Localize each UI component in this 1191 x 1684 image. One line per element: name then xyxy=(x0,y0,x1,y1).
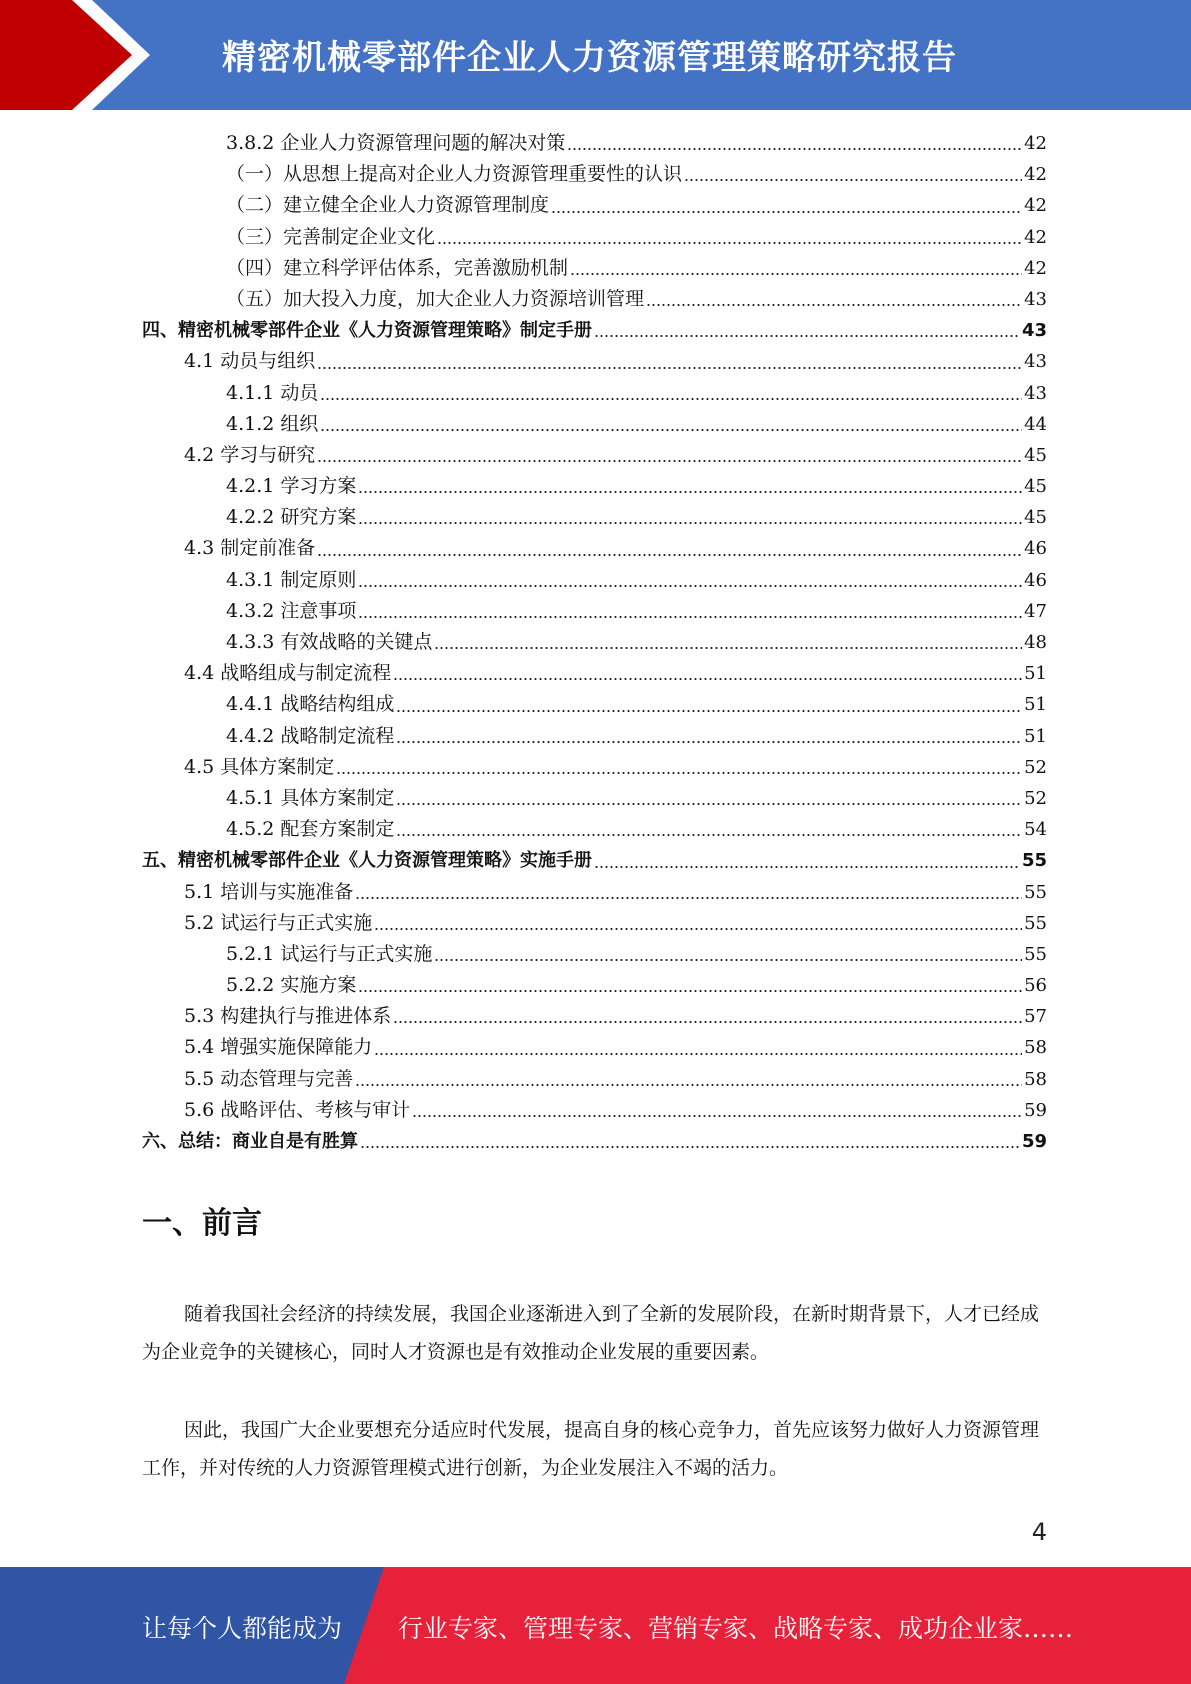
toc-entry-title: 4.5 具体方案制定 xyxy=(184,755,335,778)
toc-entry-title: 5.4 增强实施保障能力 xyxy=(184,1036,373,1059)
dot-leader xyxy=(355,1084,1022,1086)
toc-entry-page: 43 xyxy=(1024,351,1047,373)
toc-entry[interactable] xyxy=(142,533,1047,564)
toc-entry-title: 4.4.1 战略结构组成 xyxy=(226,693,395,716)
toc-entry[interactable] xyxy=(142,939,1047,970)
dot-leader xyxy=(393,678,1022,680)
dot-leader xyxy=(396,710,1022,712)
section-heading: 一、前言 xyxy=(142,1206,262,1241)
toc-entry-page: 51 xyxy=(1024,663,1047,685)
toc-entry[interactable] xyxy=(142,689,1047,720)
toc-entry-page: 57 xyxy=(1024,1006,1047,1028)
toc-entry-title: （五）加大投入力度，加大企业人力资源培训管理 xyxy=(226,287,645,310)
toc-entry[interactable] xyxy=(142,346,1047,377)
dot-leader xyxy=(434,959,1022,961)
dot-leader xyxy=(396,834,1022,836)
dot-leader xyxy=(594,866,1020,868)
dot-leader xyxy=(684,179,1022,181)
toc-entry[interactable] xyxy=(142,222,1047,253)
toc-entry-page: 45 xyxy=(1024,507,1047,529)
page-number: 4 xyxy=(1031,1518,1047,1546)
dot-leader xyxy=(393,1021,1022,1023)
toc-entry-page: 42 xyxy=(1024,164,1047,186)
table-of-contents xyxy=(142,128,1047,1157)
toc-entry-page: 42 xyxy=(1024,226,1047,248)
toc-entry[interactable] xyxy=(142,502,1047,533)
toc-entry-page: 59 xyxy=(1021,1131,1047,1152)
footer-slogan-right: 行业专家、管理专家、营销专家、战略专家、成功企业家…… xyxy=(398,1614,1074,1643)
dot-leader xyxy=(434,647,1022,649)
toc-entry[interactable] xyxy=(142,315,1047,346)
toc-entry-page: 44 xyxy=(1024,413,1047,435)
toc-entry-page: 45 xyxy=(1024,444,1047,466)
dot-leader xyxy=(317,554,1022,556)
toc-entry[interactable] xyxy=(142,721,1047,752)
toc-entry-page: 59 xyxy=(1024,1099,1047,1121)
toc-entry-page: 55 xyxy=(1021,850,1047,872)
toc-entry[interactable] xyxy=(142,814,1047,845)
toc-entry[interactable] xyxy=(142,409,1047,440)
dot-leader xyxy=(360,1146,1020,1148)
page-footer xyxy=(0,1567,1191,1684)
dot-leader xyxy=(336,772,1022,774)
toc-entry[interactable] xyxy=(142,970,1047,1001)
dot-leader xyxy=(374,928,1022,930)
toc-entry-page: 52 xyxy=(1024,787,1047,809)
toc-entry-title: 5.2 试运行与正式实施 xyxy=(184,911,373,934)
toc-entry-title: （三）完善制定企业文化 xyxy=(226,225,436,248)
toc-entry-title: 4.1.1 动员 xyxy=(226,381,319,404)
toc-entry-title: 4.3.3 有效战略的关键点 xyxy=(226,631,433,653)
toc-entry-page: 55 xyxy=(1024,912,1047,934)
toc-entry-title: 4.4 战略组成与制定流程 xyxy=(184,662,392,685)
toc-entry-page: 47 xyxy=(1024,600,1047,622)
toc-entry-page: 48 xyxy=(1024,632,1047,653)
toc-entry[interactable] xyxy=(142,627,1047,658)
toc-entry[interactable] xyxy=(142,1095,1047,1126)
dot-leader xyxy=(567,148,1022,150)
toc-entry-title: 4.5.2 配套方案制定 xyxy=(226,818,395,841)
toc-entry-page: 46 xyxy=(1024,538,1047,560)
toc-entry-title: 五、精密机械零部件企业《人力资源管理策略》实施手册 xyxy=(142,850,592,872)
toc-entry-title: 4.3.1 制定原则 xyxy=(226,568,357,591)
dot-leader xyxy=(358,491,1022,493)
toc-entry[interactable] xyxy=(142,253,1047,284)
toc-entry-title: （二）建立健全企业人力资源管理制度 xyxy=(226,194,550,217)
dot-leader xyxy=(320,429,1022,431)
toc-entry-page: 58 xyxy=(1024,1068,1047,1090)
dot-leader xyxy=(396,803,1022,805)
toc-entry-page: 45 xyxy=(1024,476,1047,498)
toc-entry-page: 42 xyxy=(1024,257,1047,279)
toc-entry-title: 4.3 制定前准备 xyxy=(184,537,316,560)
toc-entry-page: 43 xyxy=(1024,288,1047,310)
dot-leader xyxy=(396,741,1022,743)
toc-entry[interactable] xyxy=(142,596,1047,627)
toc-entry-page: 51 xyxy=(1024,725,1047,747)
toc-entry[interactable] xyxy=(142,845,1047,876)
toc-entry-title: 5.6 战略评估、考核与审计 xyxy=(184,1098,411,1121)
toc-entry-page: 42 xyxy=(1024,133,1047,154)
toc-entry-page: 56 xyxy=(1024,975,1047,997)
toc-entry-page: 46 xyxy=(1024,569,1047,591)
toc-entry-page: 43 xyxy=(1024,382,1047,404)
toc-entry-title: 4.2 学习与研究 xyxy=(184,443,316,466)
dot-leader xyxy=(646,304,1022,306)
report-title: 精密机械零部件企业人力资源管理策略研究报告 xyxy=(222,38,957,78)
toc-entry[interactable] xyxy=(142,565,1047,596)
dot-leader xyxy=(412,1115,1022,1117)
toc-entry-title: 5.2.1 试运行与正式实施 xyxy=(226,942,433,965)
toc-entry[interactable] xyxy=(142,752,1047,783)
toc-entry[interactable] xyxy=(142,658,1047,689)
toc-entry-page: 43 xyxy=(1021,320,1047,342)
toc-entry[interactable] xyxy=(142,783,1047,814)
dot-leader xyxy=(358,990,1022,992)
toc-entry-title: 4.1 动员与组织 xyxy=(184,350,316,373)
toc-entry-page: 55 xyxy=(1024,881,1047,903)
toc-entry[interactable] xyxy=(142,284,1047,315)
toc-entry[interactable] xyxy=(142,159,1047,190)
dot-leader xyxy=(551,211,1022,213)
toc-entry-title: 四、精密机械零部件企业《人力资源管理策略》制定手册 xyxy=(142,320,592,342)
toc-entry[interactable] xyxy=(142,908,1047,939)
dot-leader xyxy=(358,585,1022,587)
toc-entry-title: 4.5.1 具体方案制定 xyxy=(226,786,395,809)
dot-leader xyxy=(317,460,1022,462)
toc-entry[interactable] xyxy=(142,128,1047,159)
toc-entry[interactable] xyxy=(142,1032,1047,1063)
toc-entry[interactable] xyxy=(142,440,1047,471)
toc-entry-page: 55 xyxy=(1024,943,1047,965)
dot-leader xyxy=(594,335,1020,337)
toc-entry-title: 4.4.2 战略制定流程 xyxy=(226,724,395,747)
toc-entry[interactable] xyxy=(142,190,1047,221)
toc-entry-title: 4.2.2 研究方案 xyxy=(226,506,357,529)
dot-leader xyxy=(358,616,1022,618)
toc-entry-title: （一）从思想上提高对企业人力资源管理重要性的认识 xyxy=(226,163,683,186)
toc-entry-title: 4.2.1 学习方案 xyxy=(226,475,357,498)
toc-entry-title: 4.1.2 组织 xyxy=(226,412,319,435)
toc-entry[interactable] xyxy=(142,877,1047,908)
toc-entry-page: 58 xyxy=(1024,1037,1047,1059)
toc-entry-page: 52 xyxy=(1024,756,1047,778)
toc-entry-page: 42 xyxy=(1024,195,1047,217)
toc-entry-title: 5.2.2 实施方案 xyxy=(226,974,357,997)
paragraph: 因此，我国广大企业要想充分适应时代发展，提高自身的核心竞争力，首先应该努力做好人力资源管理工作，并对传统的人力资源管理模式进行创新，为企业发展注入不竭的活力。 xyxy=(142,1419,1040,1479)
toc-entry-page: 54 xyxy=(1024,819,1047,841)
toc-entry-title: 4.3.2 注意事项 xyxy=(226,599,357,622)
page-header xyxy=(0,0,1191,110)
toc-entry-title: （四）建立科学评估体系，完善激励机制 xyxy=(226,256,569,279)
dot-leader xyxy=(355,897,1022,899)
dot-leader xyxy=(358,522,1022,524)
dot-leader xyxy=(437,242,1022,244)
toc-entry-title: 5.1 培训与实施准备 xyxy=(184,880,354,903)
dot-leader xyxy=(570,273,1022,275)
toc-entry-title: 3.8.2 企业人力资源管理问题的解决对策 xyxy=(226,132,566,154)
toc-entry-page: 51 xyxy=(1024,694,1047,716)
dot-leader xyxy=(320,398,1022,400)
toc-entry[interactable] xyxy=(142,1001,1047,1032)
toc-entry[interactable] xyxy=(142,1064,1047,1095)
toc-entry-title: 5.5 动态管理与完善 xyxy=(184,1067,354,1090)
dot-leader xyxy=(317,367,1022,369)
footer-slogan-left: 让每个人都能成为 xyxy=(142,1614,343,1643)
toc-entry-title: 六、总结：商业自是有胜算 xyxy=(142,1131,358,1152)
paragraph: 随着我国社会经济的持续发展，我国企业逐渐进入到了全新的发展阶段，在新时期背景下，人才已经成为企业竞争的关键核心，同时人才资源也是有效推动企业发展的重要因素。 xyxy=(142,1303,1040,1363)
toc-entry[interactable] xyxy=(142,1126,1047,1157)
toc-entry[interactable] xyxy=(142,471,1047,502)
dot-leader xyxy=(374,1053,1022,1055)
toc-entry[interactable] xyxy=(142,378,1047,409)
toc-entry-title: 5.3 构建执行与推进体系 xyxy=(184,1005,392,1028)
chevron-arrow-icon xyxy=(0,0,160,110)
